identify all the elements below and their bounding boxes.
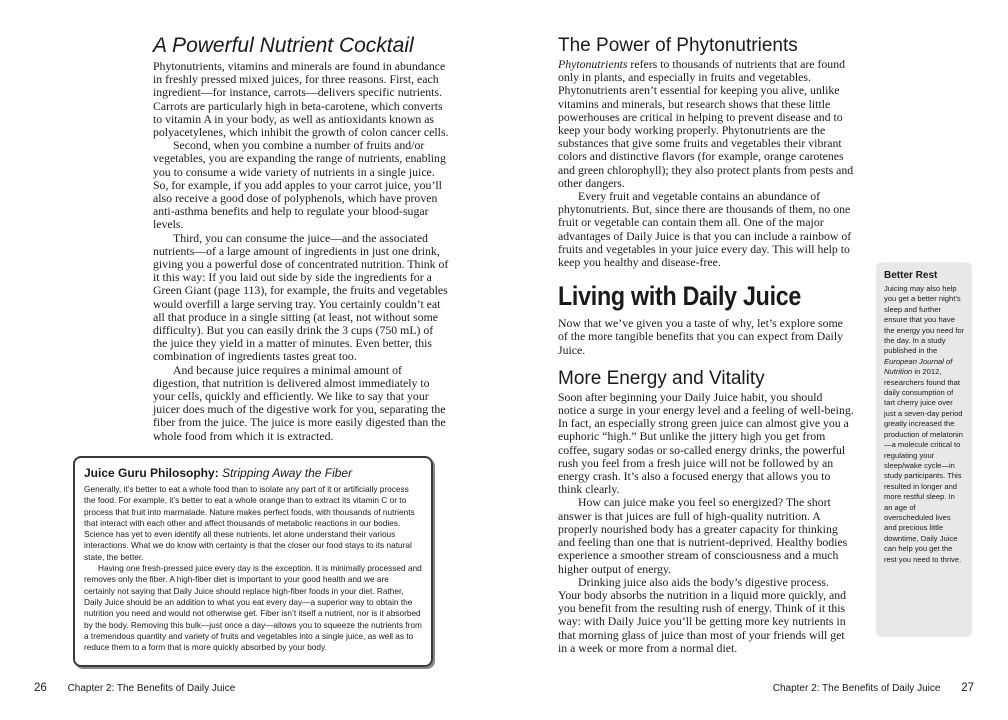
phytonutrients-paragraph-1-text: refers to thousands of nutrients that are found only in plants, and especially in fruits and vegetables. Phytonutrients aren’t essential for keeping you alive, unlike vitamins and minerals, but research shows that these little powerhouses are critical in helping to prevent disease and to keep your body working properly. Phytonutrients are the substances that give some fruits and vegetables their vibrant colors and distinctive flavors (for example, orange carotenes and green chlorophyll); they also protect plants from pests and other dangers.: [558, 57, 854, 190]
box-title-label: Juice Guru Philosophy:: [84, 466, 219, 480]
sidebar-journal-name: European Journal of Nutrition: [884, 356, 953, 377]
energy-paragraph-1: Soon after beginning your Daily Juice habit, you should notice a surge in your energy level and a feeling of well-being. In fact, an especially strong green juice can almost give you a euphoric “high.” But unlike the jittery high you get from coffee, sugary sodas or so-called energy drinks, the powerful rush you feel from a fresh juice will not be followed by an energy crash. It’s also a focused energy that allows you to think clearly.: [558, 389, 854, 497]
chapter-title-left: Chapter 2: The Benefits of Daily Juice: [67, 683, 236, 694]
sidebar-text: [884, 284, 965, 565]
section-heading-nutrient-cocktail: A Powerful Nutrient Cocktail: [153, 34, 414, 57]
energy-paragraph-3: Drinking juice also aids the body’s digestive process. Your body absorbs the nutrition in a liquid more quickly, and you benefit from the resulting rush of energy. Think of it this way: with Daily Juice you’ll be getting more key nutrients in that morning glass of juice than most of your friends will get in a week or more from a normal diet.: [558, 574, 847, 655]
phytonutrients-paragraph-2: Every fruit and vegetable contains an abundance of phytonutrients. But, since there are thousands of them, no one fruit or vegetable can contain them all. One of the major advantages of Daily Juice is that you can include a rainbow of fruits and vegetables in your juice every day. This will help to keep you healthy and disease-free.: [558, 189, 852, 270]
box-title-subject: Stripping Away the Fiber: [222, 466, 353, 480]
sidebar-text-before: Juicing may also help you get a better night’s sleep and further ensure that you have the energy you need for the day. In a study published in the: [884, 284, 965, 356]
left-column: [153, 34, 449, 443]
phytonutrients-term: Phytonutrients: [558, 57, 628, 71]
paragraph-3: Third, you can consume the juice—and the associated nutrients—of a large amount of ingredients in just one drink, giving you a powerful dose of concentrated nutrition. Think of it this way: If you laid out side by side the ingredients for a Green Giant (page 113), for example, the fruits and vegetables would overfill a large serving tray. You certainly couldn’t eat all that produce in a single sitting (at least, not without some difficulty). But you can easily drink the 3 cups (750 mL) of the juice they yield in a matter of minutes. Even better, this combination of ingredients tastes great too.: [153, 230, 449, 364]
section-heading-energy-vitality: More Energy and Vitality: [558, 367, 765, 389]
intro-paragraph: Now that we’ve given you a taste of why, let’s explore some of the more tangible benefits that you can expect from Daily Juice.: [558, 316, 843, 357]
chapter-title-right: Chapter 2: The Benefits of Daily Juice: [772, 683, 941, 694]
box-paragraph-2: Having one fresh-pressed juice every day is the exception. It is minimally processed and removes only the fiber. A high-fiber diet is important to your good health and we are certainly not saying that Daily Juice should replace high-fiber foods in your diet. Rather, Daily Juice should be an addition to what you eat every day—a superior way to obtain the nutrition you need and would not otherwise get. Fiber isn’t itself a nutrient, nor is it absorbed by the body. Removing this bulk—just once a day—allows you to squeeze the nutrients from a tremendous quantity and variety of fruits and vegetables into a single juice, as well as to reduce them to a form that is more quickly absorbed by your body.: [84, 563, 422, 653]
paragraph-4: And because juice requires a minimal amount of digestion, that nutrition is delivered almost immediately to your cells, quickly and efficiently. We like to say that your juicer does much of the digestive work for you, separating the fiber from the juice. The juice is more easily digested than the whole food from which it is extracted.: [153, 362, 446, 443]
page-number-right: 27: [961, 682, 974, 694]
better-rest-sidebar: [876, 262, 972, 637]
paragraph-1: Phytonutrients, vitamins and minerals are found in abundance in freshly pressed mixed juices, for three reasons. First, each ingredient—for instance, carrots—delivers specific nutrients. Carrots are particularly high in beta-carotene, which converts to vitamin A in your body, as well as antioxidants known as polyacetylenes, which inhibit the growth of colon cancer cells.: [153, 59, 449, 140]
juice-guru-philosophy-box: [73, 456, 433, 667]
box-title: [84, 466, 422, 480]
chapter-heading-living-with-daily-juice: Living with Daily Juice: [558, 281, 802, 312]
left-footer: [34, 682, 235, 694]
page-number-left: 26: [34, 682, 47, 694]
energy-paragraph-2: How can juice make you feel so energized? The short answer is that juices are full of high-quality nutrition. A properly nourished body has a greater capacity for thinking and feeling than one that is nutrient-deprived. Healthy bodies experience a smoother stream of consciousness and a much higher output of energy.: [558, 495, 848, 576]
sidebar-text-after: in 2012, researchers found that daily consumption of tart cherry juice over just a seven-day period greatly increased the production of melatonin—a molecule critical to regulating your sleep/wake cycle—in study participants. This resulted in longer and more restful sleep. In an age of overscheduled lives and precious little downtime, Daily Juice can help you get the rest you need to thrive.: [884, 367, 963, 564]
sidebar-title: Better Rest: [884, 270, 938, 281]
phytonutrients-paragraph-1: [558, 58, 854, 190]
paragraph-2: Second, when you combine a number of fruits and/or vegetables, you are expanding the range of nutrients, enabling you to consume a wide variety of nutrients in a single juice. So, for example, if you add apples to your carrot juice, you’ll also receive a good dose of polyphenols, which have proven anti-asthma benefits and help to regulate your blood-sugar levels.: [153, 138, 446, 232]
right-footer: [773, 682, 974, 694]
right-column: [558, 35, 854, 655]
section-heading-phytonutrients: The Power of Phytonutrients: [558, 35, 798, 56]
box-paragraph-1: Generally, it’s better to eat a whole food than to isolate any part of it or artificially process the food. For example, it’s better to eat a whole orange than to extract its vitamin C or to process that fruit into marmalade. Nature makes perfect foods, with thousands of nutrients that interact with each other and affect thousands of metabolic reactions in our bodies. Science has yet to even identify all these nutrients, let alone understand their various interactions. What we do know with certainty is that the closer our food stays to its natural state, the better.: [84, 484, 415, 562]
